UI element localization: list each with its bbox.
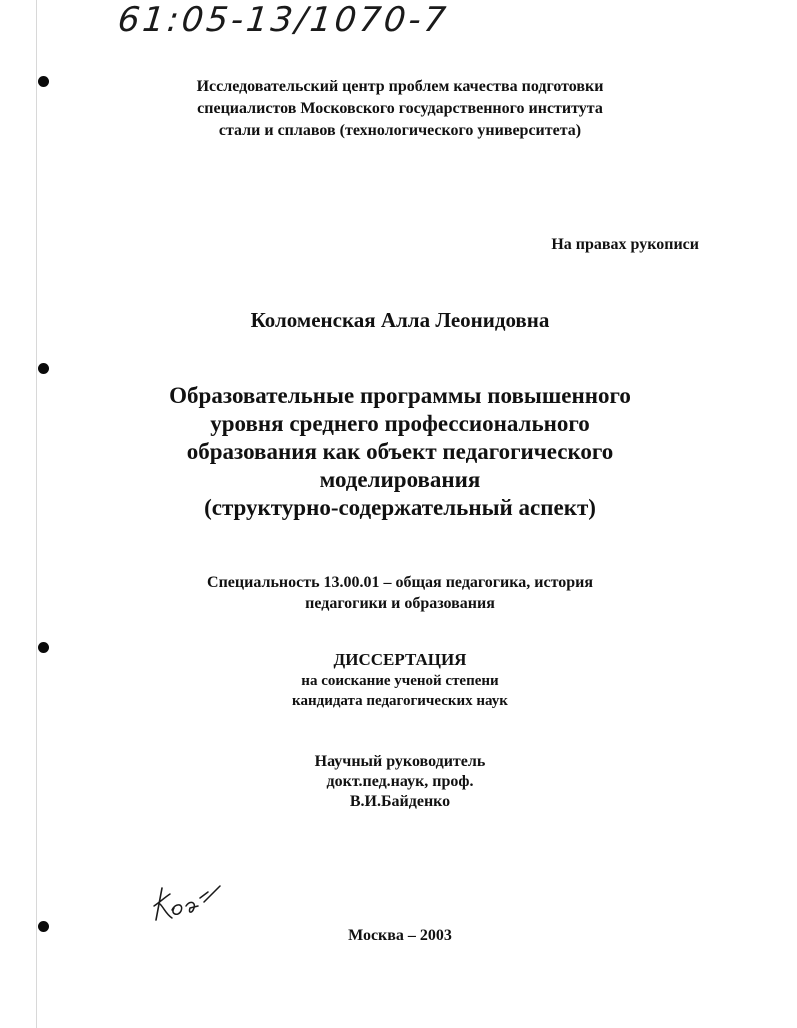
organization-header xyxy=(100,76,700,142)
dissertation-heading: ДИССЕРТАЦИЯ xyxy=(333,650,467,669)
organization-line: Исследовательский центр проблем качества подготовки xyxy=(196,78,604,95)
organization-line: стали и сплавов (технологического университета) xyxy=(218,122,582,139)
dissertation-degree xyxy=(100,671,700,711)
title-line: моделирования xyxy=(319,467,481,492)
degree-line: на соискание ученой степени xyxy=(301,673,499,689)
title-line: (структурно-содержательный аспект) xyxy=(204,495,596,520)
degree-line: кандидата педагогических наук xyxy=(292,693,508,709)
author-name: Коломенская Алла Леонидовна xyxy=(250,308,550,332)
advisor-line: Научный руководитель xyxy=(314,753,486,770)
dissertation-title xyxy=(100,382,700,522)
place-and-year: Москва – 2003 xyxy=(348,927,452,944)
title-line: образования как объект педагогического xyxy=(186,439,614,464)
scan-edge-line xyxy=(36,0,37,1028)
specialty-line: Специальность 13.00.01 – общая педагогика, история xyxy=(207,574,593,591)
scientific-advisor xyxy=(100,752,700,812)
advisor-line: докт.пед.наук, проф. xyxy=(326,773,474,790)
handwritten-archive-code: 61:05-13/1070-7 xyxy=(115,0,451,40)
rights-note: На правах рукописи xyxy=(551,236,699,253)
organization-line: специалистов Московского государственного института xyxy=(197,100,603,117)
binding-hole-icon xyxy=(38,921,49,932)
title-line: уровня среднего профессионального xyxy=(210,411,590,436)
binding-hole-icon xyxy=(38,76,49,87)
title-line: Образовательные программы повышенного xyxy=(169,383,631,408)
specialty-info xyxy=(100,572,700,614)
specialty-line: педагогики и образования xyxy=(305,595,495,612)
binding-hole-icon xyxy=(38,642,49,653)
binding-hole-icon xyxy=(38,363,49,374)
advisor-line: В.И.Байденко xyxy=(349,793,451,810)
handwritten-signature-icon xyxy=(150,880,240,930)
